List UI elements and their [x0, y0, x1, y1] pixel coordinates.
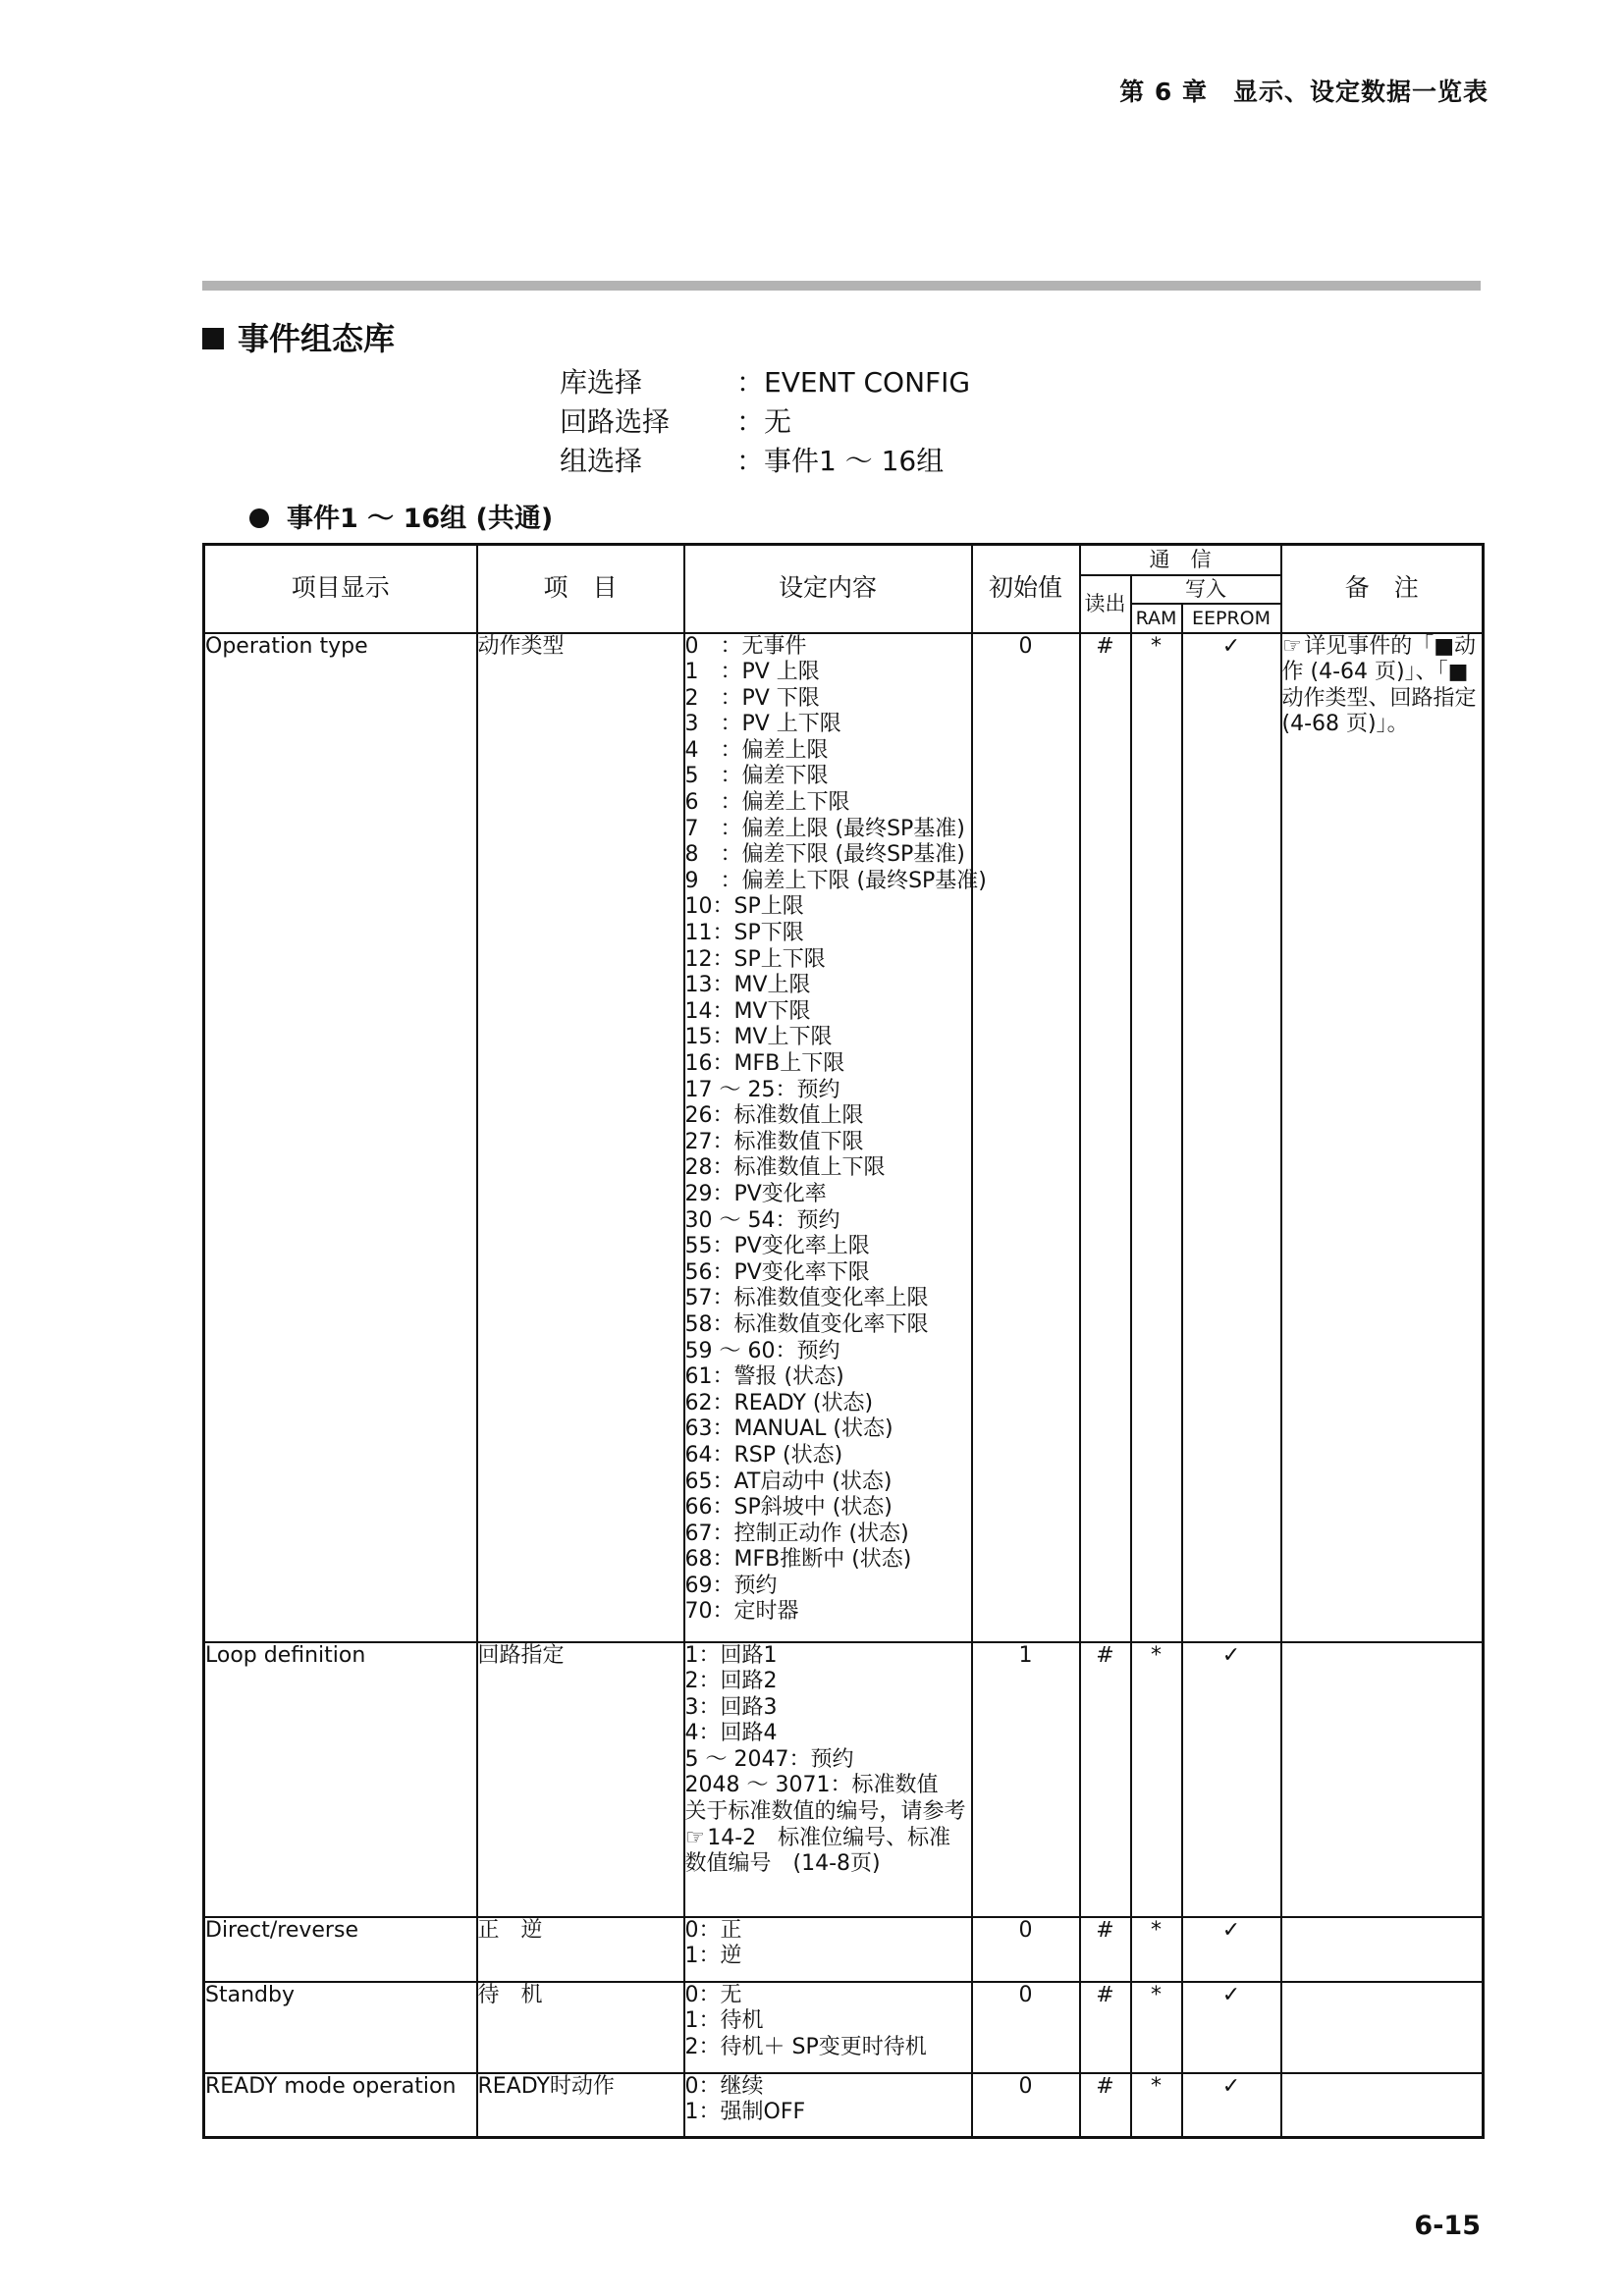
setting-option: 9 ：偏差上下限 (最终SP基准) — [684, 868, 987, 893]
loop-selection — [560, 402, 970, 442]
ram-cell: * — [1131, 1642, 1182, 1917]
section-title — [202, 314, 395, 359]
setting-option: 5 ～ 2047：预约 — [684, 1746, 854, 1772]
setting-cell — [684, 1917, 972, 1982]
setting-option: 66：SP斜坡中 (状态) — [684, 1495, 893, 1521]
setting-option: 3：回路3 — [684, 1694, 778, 1720]
item-cell: 回路指定 — [477, 1642, 684, 1917]
setting-option: 1：待机 — [684, 2008, 764, 2034]
item-display-cell: Standby — [204, 1982, 477, 2073]
setting-option: 70：定时器 — [684, 1599, 799, 1625]
setting-option: 28：标准数值上下限 — [684, 1155, 886, 1181]
setting-option: 16：MFB上下限 — [684, 1051, 845, 1076]
table-row — [204, 1917, 1484, 1982]
initial-cell: 0 — [972, 1982, 1080, 2073]
settings-table — [202, 543, 1498, 2139]
table-row — [204, 2073, 1484, 2138]
read-cell: # — [1080, 1982, 1131, 2073]
header-initial: 初始值 — [972, 545, 1080, 633]
setting-list — [685, 1918, 971, 1970]
subsection-title-text: 事件1 ～ 16组 (共通) — [287, 504, 554, 534]
setting-option: 26：标准数值上限 — [684, 1103, 864, 1129]
read-cell: # — [1080, 1917, 1131, 1982]
initial-cell: 0 — [972, 633, 1080, 1642]
bank-selection — [560, 363, 970, 402]
pointing-hand-icon: ☜ — [1281, 633, 1302, 659]
header-read: 读出 — [1080, 575, 1131, 633]
header-write: 写入 — [1131, 575, 1281, 604]
setting-option: 1 ：PV 上限 — [684, 660, 820, 685]
remarks-cell — [1281, 2073, 1484, 2138]
setting-option: 56：PV变化率下限 — [684, 1259, 870, 1285]
header-comm: 通 信 — [1080, 545, 1281, 575]
header-setting: 设定内容 — [684, 545, 972, 633]
setting-option: 57：标准数值变化率上限 — [684, 1286, 929, 1311]
item-display-cell: READY mode operation — [204, 2073, 477, 2138]
setting-option: 2 ：PV 下限 — [684, 685, 820, 711]
header-item-display: 项目显示 — [204, 545, 477, 633]
setting-option: 7 ：偏差上限 (最终SP基准) — [684, 816, 965, 841]
circle-bullet-icon — [249, 508, 269, 528]
meta-value: ：事件1 ～ 16组 — [736, 445, 945, 477]
item-cell: 正 逆 — [477, 1917, 684, 1982]
group-selection — [560, 442, 970, 481]
item-display-cell: Direct/reverse — [204, 1917, 477, 1982]
setting-option: 30 ～ 54：预约 — [684, 1207, 840, 1233]
setting-option: 55：PV变化率上限 — [684, 1234, 870, 1259]
setting-option: 62：READY (状态) — [684, 1390, 874, 1415]
setting-option: 67：控制正动作 (状态) — [684, 1521, 909, 1546]
setting-option: 3 ：PV 上下限 — [684, 712, 841, 737]
eeprom-cell: ✓ — [1182, 1982, 1281, 2073]
eeprom-cell: ✓ — [1182, 1642, 1281, 1917]
pointing-hand-icon: ☜ — [684, 1825, 705, 1850]
setting-cell — [684, 633, 987, 1642]
setting-option: 63：MANUAL (状态) — [684, 1416, 893, 1442]
setting-list — [684, 633, 987, 1627]
eeprom-cell: ✓ — [1182, 2073, 1281, 2138]
read-cell: # — [1080, 633, 1131, 1642]
setting-option: 13：MV上限 — [684, 973, 811, 998]
initial-cell: 1 — [972, 1642, 1080, 1917]
eeprom-cell: ✓ — [1182, 633, 1281, 1642]
setting-option: 14：MV下限 — [684, 998, 811, 1024]
initial-cell: 0 — [972, 2073, 1080, 2138]
selection-info — [560, 363, 970, 481]
setting-option: 12：SP上下限 — [684, 946, 826, 972]
setting-option: 2：回路2 — [684, 1669, 778, 1694]
meta-value: ：EVENT CONFIG — [736, 366, 971, 399]
setting-option: 68：MFB推断中 (状态) — [684, 1547, 912, 1573]
header-ram: RAM — [1131, 604, 1182, 633]
ram-cell: * — [1131, 1917, 1182, 1982]
item-cell: 动作类型 — [477, 633, 684, 1642]
setting-option: 1：回路1 — [684, 1642, 778, 1668]
remarks-cell — [1281, 1917, 1484, 1982]
eeprom-cell: ✓ — [1182, 1917, 1281, 1982]
chapter-header: 第 6 章 显示、设定数据一览表 — [1119, 78, 1489, 106]
setting-option: 4：回路4 — [684, 1721, 778, 1746]
setting-option: 4 ：偏差上限 — [684, 737, 829, 763]
meta-value: ：无 — [736, 405, 792, 438]
setting-option: 27：标准数值下限 — [684, 1129, 864, 1154]
item-cell: 待 机 — [477, 1982, 684, 2073]
setting-option: 58：标准数值变化率下限 — [684, 1311, 929, 1337]
meta-key: 组选择 — [560, 445, 643, 477]
table-row — [204, 633, 1484, 1642]
table-row — [204, 1642, 1484, 1917]
remarks-text: 详见事件的「■动 作 (4-64 页)」、「■动作类型、回路指定 (4-68 页)」。 — [1281, 633, 1498, 737]
setting-option: 6 ：偏差上下限 — [684, 790, 850, 816]
setting-reference — [685, 1826, 971, 1878]
item-cell: READY时动作 — [477, 2073, 684, 2138]
ram-cell: * — [1131, 1982, 1182, 2073]
setting-list — [685, 1643, 971, 1800]
meta-key: 回路选择 — [560, 405, 671, 438]
remarks-cell — [1281, 1982, 1484, 2073]
meta-key: 库选择 — [560, 366, 643, 399]
setting-list — [685, 2074, 971, 2126]
section-title-text: 事件组态库 — [238, 320, 396, 357]
setting-option: 61：警报 (状态) — [684, 1364, 844, 1390]
setting-option: 8 ：偏差下限 (最终SP基准) — [684, 842, 965, 868]
setting-option: 69：预约 — [684, 1573, 778, 1598]
setting-option: 64：RSP (状态) — [684, 1442, 843, 1468]
setting-cell — [684, 1982, 972, 2073]
ram-cell: * — [1131, 2073, 1182, 2138]
setting-option: 2048 ～ 3071：标准数值 — [684, 1773, 939, 1798]
header-remarks: 备 注 — [1281, 545, 1484, 633]
setting-option: 10：SP上限 — [684, 894, 804, 920]
read-cell: # — [1080, 2073, 1131, 2138]
setting-option: 2：待机＋ SP变更时待机 — [684, 2034, 927, 2059]
section-rule — [202, 281, 1481, 291]
setting-option: 1：逆 — [684, 1944, 742, 1969]
setting-option: 17 ～ 25：预约 — [684, 1077, 840, 1102]
setting-option: 0：正 — [684, 1917, 742, 1943]
subsection-title — [249, 497, 553, 535]
setting-option: 0 ：无事件 — [684, 633, 807, 659]
header-item: 项 目 — [477, 545, 684, 633]
table-row — [204, 1982, 1484, 2073]
remarks-cell — [1281, 1642, 1484, 1917]
setting-note: 关于标准数值的编号，请参考 — [684, 1799, 966, 1825]
initial-cell: 0 — [972, 1917, 1080, 1982]
setting-cell — [684, 2073, 972, 2138]
setting-option: 0：继续 — [684, 2073, 764, 2099]
read-cell: # — [1080, 1642, 1131, 1917]
setting-option: 0：无 — [684, 1982, 742, 2007]
setting-option: 65：AT启动中 (状态) — [684, 1468, 893, 1494]
item-display-cell: Operation type — [204, 633, 477, 1642]
item-display-cell: Loop definition — [204, 1642, 477, 1917]
setting-option: 11：SP下限 — [684, 921, 804, 946]
setting-option: 29：PV变化率 — [684, 1181, 827, 1206]
remarks-cell — [1281, 633, 1498, 1642]
setting-reference-text: 14-2 标准位编号、标准数值编号 (14-8页) — [684, 1825, 951, 1877]
square-bullet-icon — [202, 328, 224, 349]
header-eeprom: EEPROM — [1182, 604, 1281, 633]
setting-option: 59 ～ 60：预约 — [684, 1338, 840, 1363]
setting-option: 15：MV上下限 — [684, 1025, 833, 1050]
setting-cell — [684, 1642, 972, 1917]
setting-option: 5 ：偏差下限 — [684, 764, 829, 789]
setting-option: 1：强制OFF — [684, 2100, 806, 2125]
setting-list — [685, 1983, 971, 2061]
page-number: 6-15 — [1414, 2211, 1481, 2241]
ram-cell: * — [1131, 633, 1182, 1642]
